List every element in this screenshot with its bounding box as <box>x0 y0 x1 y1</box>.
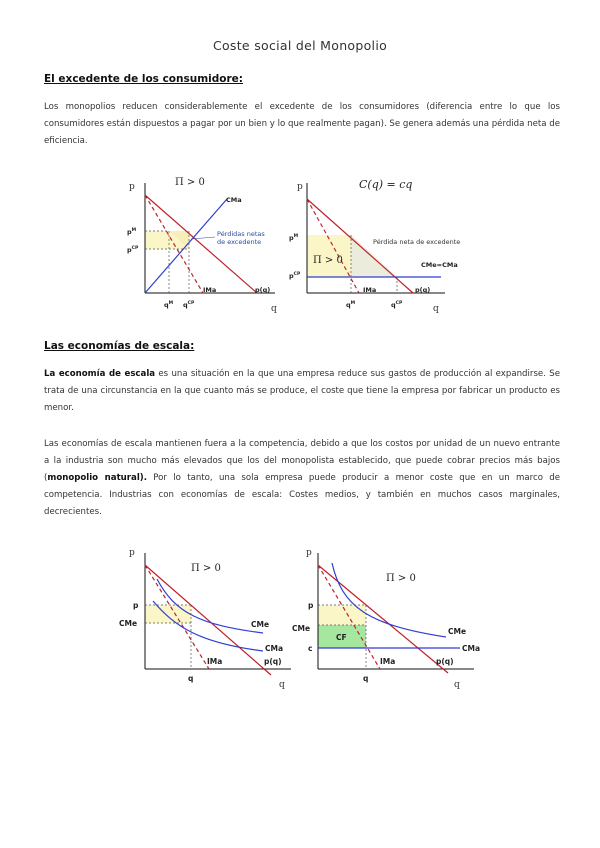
axis-label-q: q <box>433 304 439 314</box>
profit-label: Π > 0 <box>191 563 221 574</box>
pm-label: $p^M$ <box>289 234 299 242</box>
price-label: p <box>308 601 314 610</box>
deadweight-note-line2: de excedente <box>217 238 262 246</box>
qcp-label: $q^{CP}$ <box>183 301 195 309</box>
cme-label: CMe <box>448 627 467 636</box>
cma-label: CMa <box>226 196 242 204</box>
cma-label: CMa <box>265 644 284 653</box>
paragraph-economies-definition: La economía de escala es una situación en la que una empresa reduce sus gastos de producción al expandirse. Se trata de una circunstancia en la que cuanto más se produce, el coste que tiene la empresa por fabricar un producto es menor. <box>44 369 560 413</box>
cma-label: CMa <box>462 644 481 653</box>
section-heading-economies-of-scale: Las economías de escala: <box>44 340 195 352</box>
demand-label: p(q) <box>436 657 454 666</box>
qm-label: $q^M$ <box>164 301 174 309</box>
axis-label-q: q <box>454 680 460 690</box>
deadweight-note: Pérdida neta de excedente <box>373 238 461 246</box>
qcp-label: $q^{CP}$ <box>391 301 403 309</box>
axis-label-p: p <box>129 182 135 192</box>
profit-label: Π > 0 <box>313 255 343 266</box>
natural-monopoly-chart-right <box>288 543 483 688</box>
qm-label: $q^M$ <box>346 301 356 309</box>
demand-label: p(q) <box>415 286 431 294</box>
paragraph-natural-monopoly: Las economías de escala mantienen fuera a la competencia, debido a que los costos por unidad de un nuevo entrante a la industria son mucho más elevados que los del monopolista establecido, que puede cobrar precios más bajos (monopolio natural). Por lo tanto, una sola empresa puede producir a menor coste que en un marco de competencia. Industrias con economías de escala: Costes medios, y también en muchos casos marginales, decrecientes. <box>44 439 560 517</box>
ima-label: IMa <box>203 286 217 294</box>
monopoly-constant-cost-chart <box>285 175 460 315</box>
cme-axis-label: CMe <box>292 624 311 633</box>
q-label: q <box>363 674 369 683</box>
axis-label-q: q <box>271 304 277 314</box>
demand-label: p(q) <box>255 286 271 294</box>
profit-label: Π > 0 <box>386 573 416 584</box>
cme-label: CMe <box>251 620 270 629</box>
axis-label-q: q <box>279 680 285 690</box>
profit-area <box>145 605 191 623</box>
natural-monopoly-chart-left <box>115 543 300 688</box>
pcp-label: $p^{CP}$ <box>127 246 139 254</box>
fixed-cost-label: CF <box>336 633 347 642</box>
ima-label: IMa <box>363 286 377 294</box>
demand-label: p(q) <box>264 657 282 666</box>
axis-label-p: p <box>297 182 303 192</box>
q-label: q <box>188 674 194 683</box>
ima-label: IMa <box>380 657 396 666</box>
cme-axis-label: CMe <box>119 619 138 628</box>
cost-function-label: C(q) = cq <box>359 178 413 191</box>
section-heading-consumer-surplus: El excedente de los consumidore: <box>44 73 243 85</box>
profit-label: Π > 0 <box>175 177 205 188</box>
pcp-label: $p^{CP}$ <box>289 272 301 280</box>
page-title: Coste social del Monopolio <box>212 38 388 53</box>
cme-cma-label: CMe=CMa <box>421 261 458 269</box>
pm-label: $p^M$ <box>127 228 137 236</box>
deadweight-note-line1: Pérdidas netas <box>217 230 265 238</box>
axis-label-p: p <box>306 548 312 558</box>
price-label: p <box>133 601 139 610</box>
ima-label: IMa <box>207 657 223 666</box>
axis-label-p: p <box>129 548 135 558</box>
c-label: c <box>308 644 313 653</box>
paragraph-consumer-surplus: Los monopolios reducen considerablemente el excedente de los consumidores (diferencia entre lo que los consumidores están dispuestos a pagar por un bien y lo que realmente pagan). Se genera además una pérdida neta de eficiencia. <box>44 102 560 146</box>
monopoly-surplus-loss-chart <box>125 175 285 315</box>
